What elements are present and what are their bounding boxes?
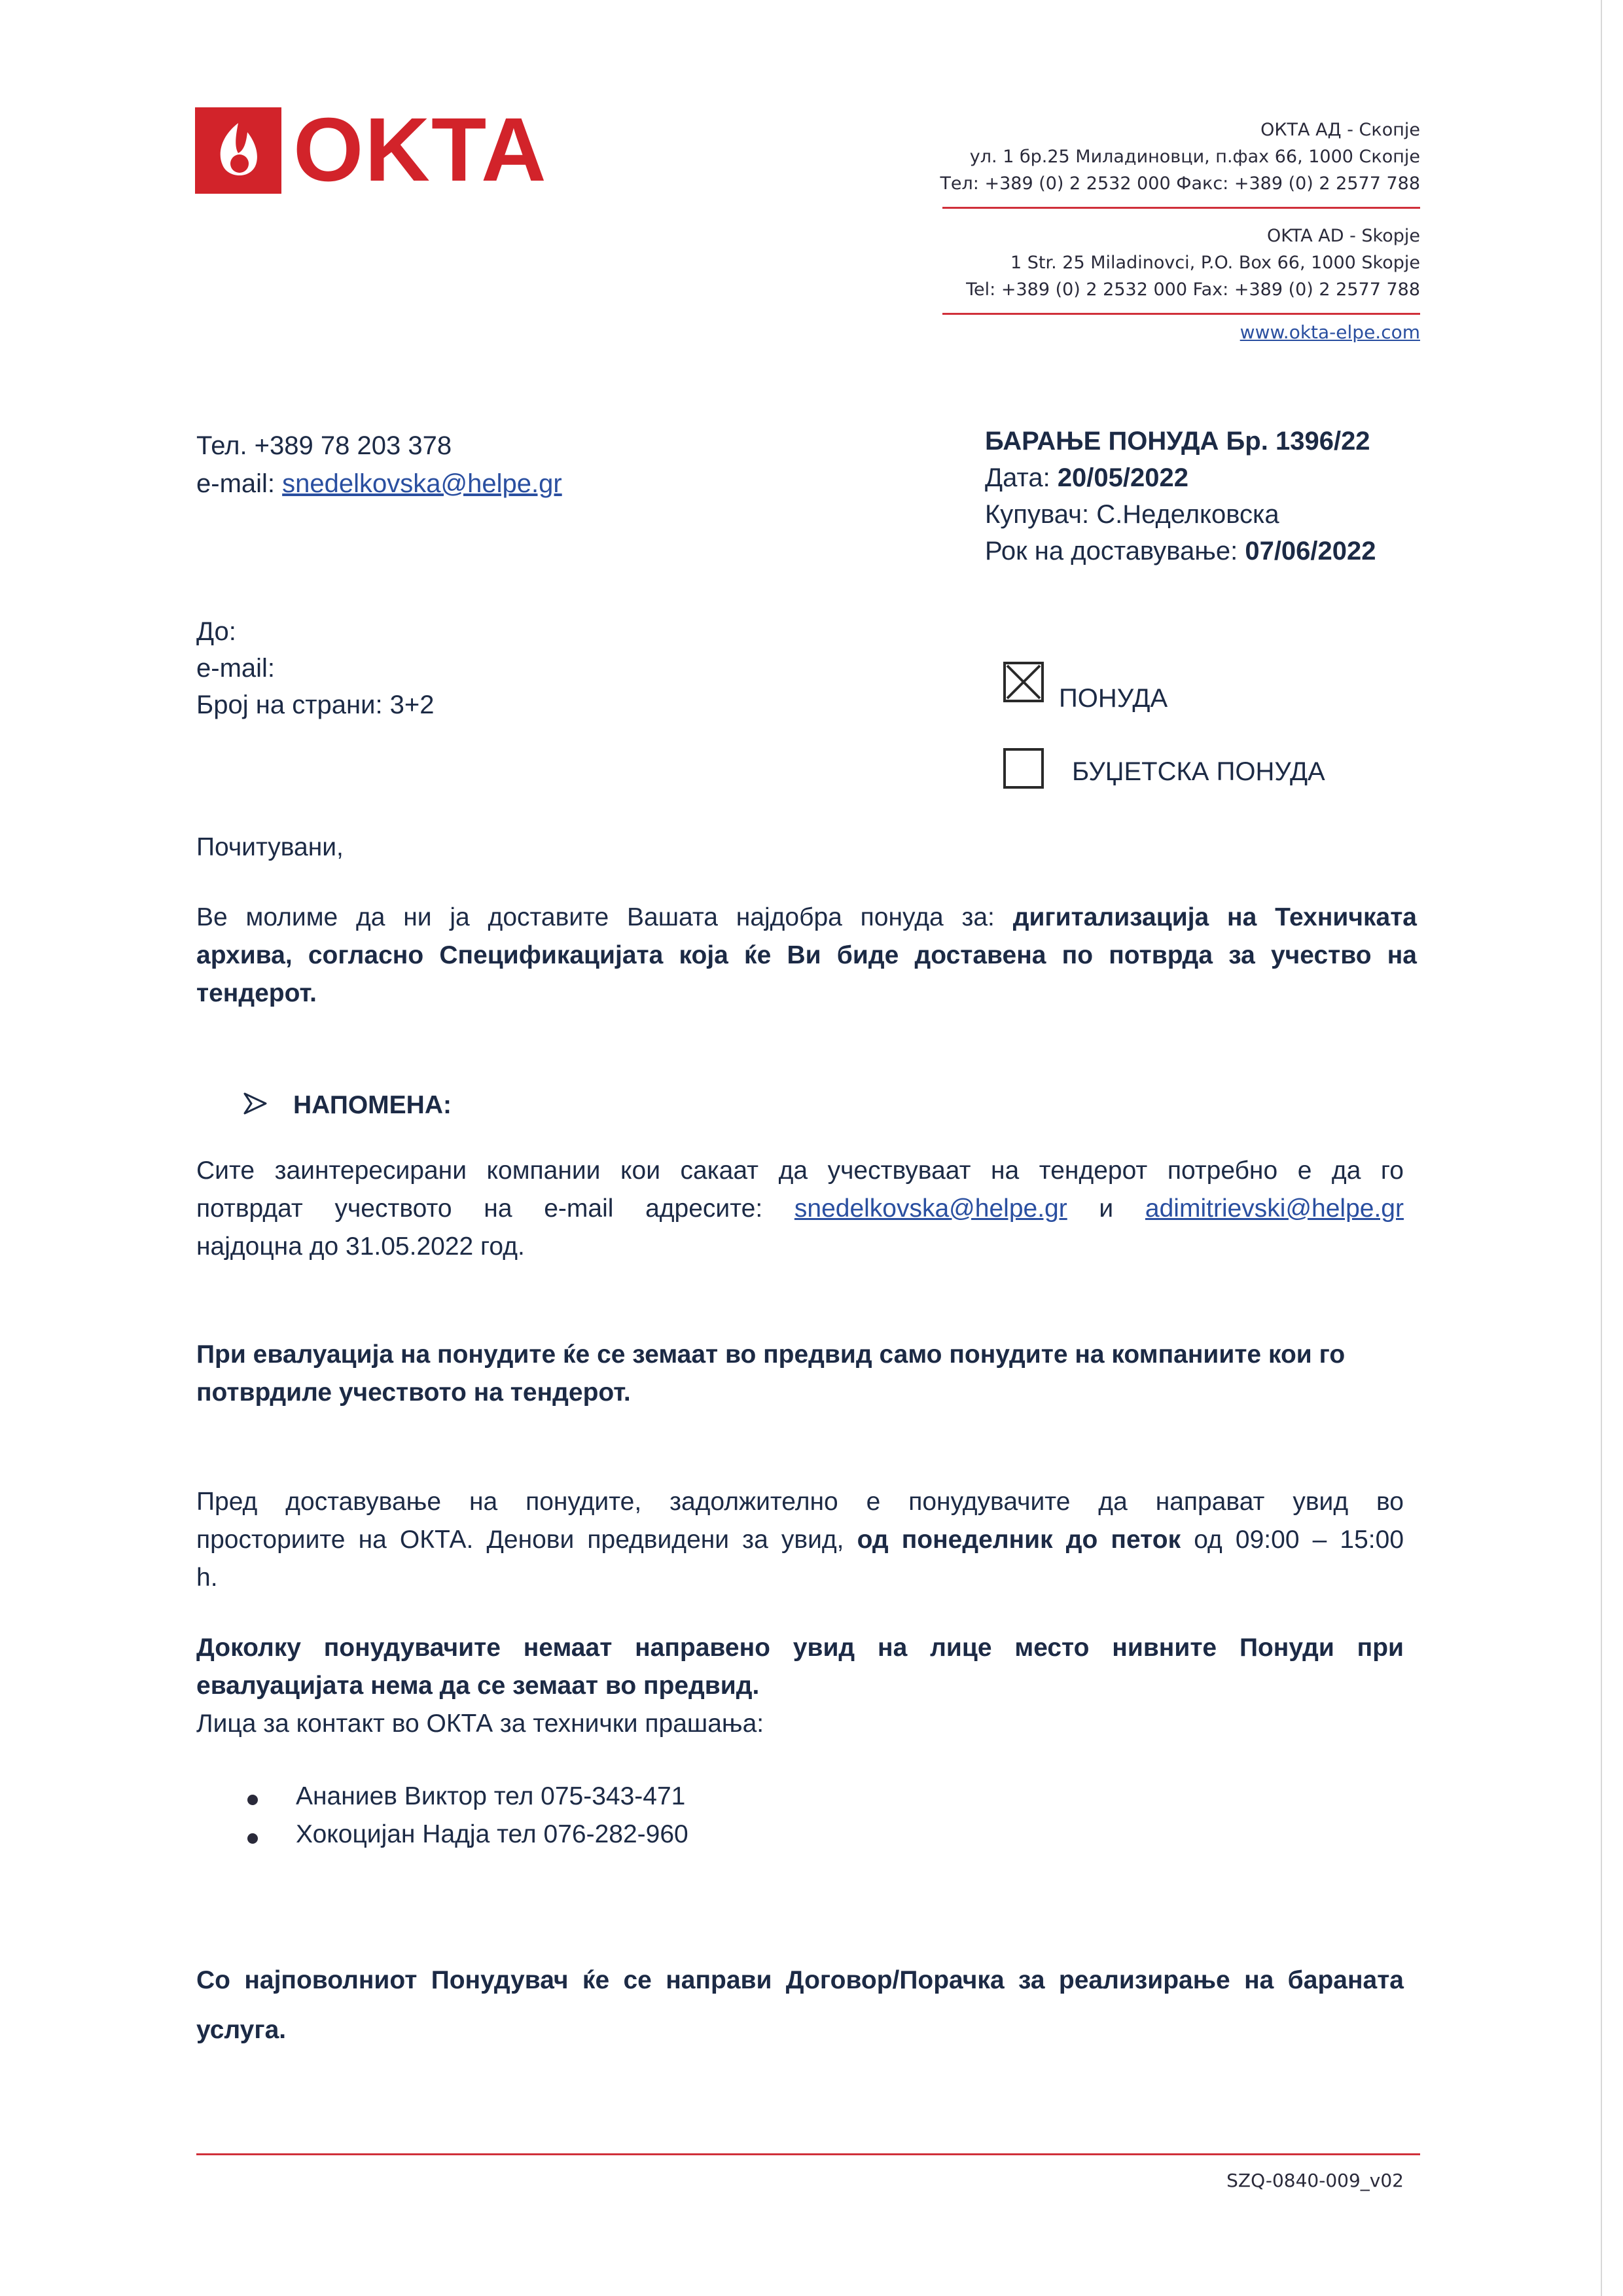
- header-divider-en: [942, 313, 1420, 315]
- sender-contact: [196, 427, 562, 503]
- visit-line-2-text: просториите на ОКТА. Денови предвидени за увид,: [196, 1526, 857, 1554]
- website-link[interactable]: www.okta-elpe.com: [1240, 321, 1420, 343]
- intro-subject: дигитализација на Техничката: [1012, 903, 1417, 931]
- request-title: БАРАЊЕ ПОНУДА Бр. 1396/22: [985, 427, 1370, 456]
- closing-line-1: Со најповолниот Понудувач ќе се направи Договор/Порачка за реализирање на бараната: [196, 1966, 1404, 1994]
- closing-line-2: услуга.: [196, 2016, 287, 2044]
- offer-label: ПОНУДА: [1059, 684, 1168, 713]
- request-buyer: Купувач: С.Неделковска: [985, 500, 1279, 529]
- note-line-3: најдоцна до 31.05.2022 год.: [196, 1232, 525, 1261]
- contact-item: Хокоцијан Надја тел 076-282-960: [296, 1820, 688, 1848]
- evaluation-line-1: При евалуација на понудите ќе се земаат во предвид само понудите на компаниите кои го: [196, 1340, 1346, 1369]
- request-date-label: Дата:: [985, 463, 1058, 492]
- note-email-1[interactable]: snedelkovska@helpe.gr: [794, 1194, 1067, 1223]
- note-line-2-text: потврдат учеството на e-mail адресите:: [196, 1194, 794, 1223]
- footer-code: SZQ-0840-009_v02: [1226, 2170, 1404, 2191]
- visit-line-3: h.: [196, 1564, 218, 1592]
- intro-line-2: архива, согласно Спецификацијата која ќе Ви биде доставена по потврда за учество на: [196, 941, 1417, 969]
- visit-line-2: [196, 1521, 1404, 1559]
- request-deadline-line: [985, 533, 1376, 569]
- warning-paragraph: [196, 1629, 1404, 1743]
- note-email-2[interactable]: adimitrievski@helpe.gr: [1145, 1194, 1404, 1223]
- request-date-line: [985, 459, 1376, 496]
- sender-email-label: e-mail:: [196, 469, 283, 498]
- bullet-icon: [247, 1833, 258, 1844]
- closing-paragraph: [196, 1956, 1404, 2055]
- intro-paragraph: [196, 899, 1417, 1013]
- warning-line-1: Доколку понудувачите немаат направено увид на лице место нивните Понуди при: [196, 1634, 1404, 1662]
- request-deadline-label: Рок на доставување:: [985, 537, 1245, 565]
- header-en-company: OKTA AD - Skopje: [1266, 226, 1420, 246]
- header-en-phone: Tel: +389 (0) 2 2532 000 Fax: +389 (0) 2 2577 788: [966, 279, 1420, 300]
- greeting: Почитувани,: [196, 833, 344, 861]
- header-divider-mk: [942, 207, 1420, 209]
- recipient-pages: Број на страни: 3+2: [196, 691, 435, 719]
- recipient-info: [196, 613, 435, 723]
- intro-text: Ве молиме да ни ја доставите Вашата најдобра понуда за:: [196, 903, 1013, 931]
- header-address-en: [966, 223, 1420, 303]
- intro-line-1: [196, 899, 1417, 937]
- note-paragraph: [196, 1152, 1404, 1266]
- note-title: НАПОМЕНА:: [293, 1091, 452, 1119]
- okta-logo-mark-icon: [195, 107, 281, 194]
- page-edge: [1601, 0, 1602, 2296]
- bullet-icon: [247, 1795, 258, 1805]
- logo-wordmark: OKTA: [293, 99, 548, 200]
- intro-line-3: тендерот.: [196, 979, 317, 1007]
- request-info: [985, 423, 1376, 569]
- visit-line-1: Пред доставување на понудите, задолжително е понудувачите да направат увид во: [196, 1488, 1404, 1516]
- note-line-2: [196, 1190, 1404, 1228]
- budget-offer-checkbox[interactable]: [1003, 748, 1044, 789]
- contact-list: [242, 1778, 1027, 1863]
- footer-divider: [196, 2153, 1420, 2155]
- evaluation-line-2: потврдиле учеството на тендерот.: [196, 1378, 631, 1407]
- visit-days: од понеделник до петок: [857, 1526, 1181, 1554]
- arrow-bullet-icon: [243, 1092, 267, 1115]
- note-and: и: [1067, 1194, 1145, 1223]
- checkbox-x-icon: [1006, 664, 1041, 700]
- header-mk-address: ул. 1 бр.25 Миладиновци, п.фах 66, 1000 Скопје: [969, 147, 1420, 167]
- recipient-email: e-mail:: [196, 654, 276, 683]
- header-address-mk: [940, 117, 1420, 197]
- header-mk-phone: Тел: +389 (0) 2 2532 000 Факс: +389 (0) 2 2577 788: [940, 173, 1420, 194]
- visit-paragraph: [196, 1483, 1404, 1597]
- warning-line-3: Лица за контакт во ОКТА за технички прашања:: [196, 1710, 764, 1738]
- evaluation-paragraph: [196, 1336, 1404, 1412]
- request-deadline: 07/06/2022: [1245, 537, 1376, 565]
- sender-email-line: [196, 465, 562, 503]
- header-mk-company: ОКТА АД - Скопје: [1260, 120, 1420, 140]
- offer-checkbox[interactable]: [1003, 662, 1044, 702]
- request-date: 20/05/2022: [1057, 463, 1189, 492]
- warning-line-2: евалуацијата нема да се земаат во предвид.: [196, 1672, 760, 1700]
- sender-phone: Тел. +389 78 203 378: [196, 431, 452, 460]
- budget-offer-label: БУЏЕТСКА ПОНУДА: [1072, 757, 1325, 786]
- company-logo: [195, 99, 548, 200]
- note-line-1: Сите заинтересирани компании кои сакаат да учествуваат на тендерот потребно е да го: [196, 1157, 1404, 1185]
- sender-email-link[interactable]: snedelkovska@helpe.gr: [282, 469, 562, 498]
- contact-item: Ананиев Виктор тел 075-343-471: [296, 1782, 686, 1810]
- header-en-address: 1 Str. 25 Miladinovci, P.O. Box 66, 1000 Skopje: [1010, 253, 1420, 273]
- recipient-to: До:: [196, 617, 236, 646]
- visit-hours: од 09:00 – 15:00: [1181, 1526, 1404, 1554]
